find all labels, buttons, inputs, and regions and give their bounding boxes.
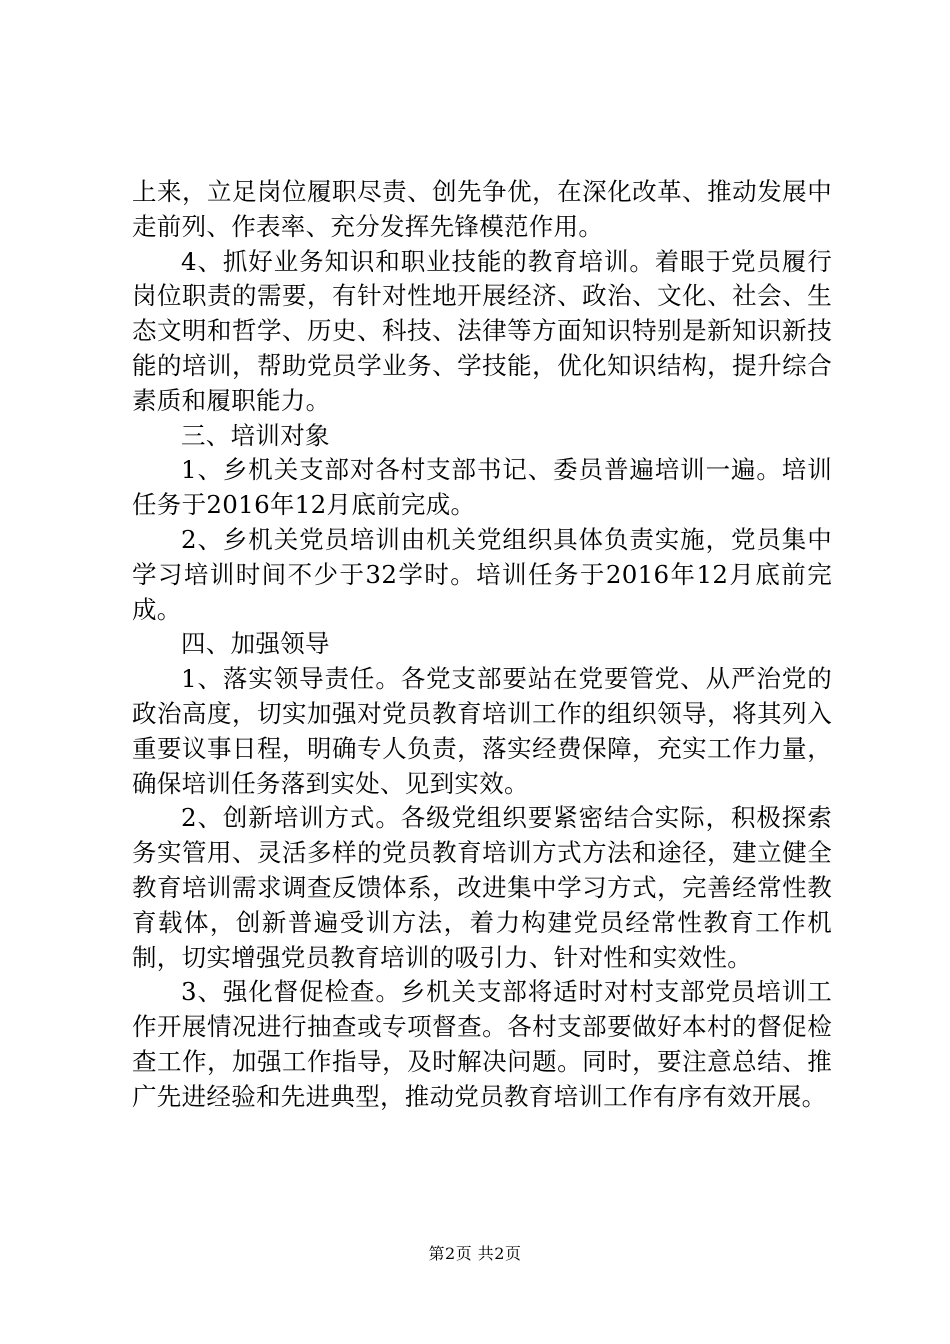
section-heading-training-targets: 三、培训对象 [181, 420, 330, 450]
paragraph-leadership-3: 3、强化督促检查。乡机关支部将适时对村支部党员培训工作开展情况进行抽查或专项督查。各村支部要做好本村的督促检查工作，加强工作指导，及时解决问题。同时，要注意总结、推广先进经验和先进典型，推动党员教育培训工作有序有效开展。 [132, 977, 832, 1111]
page-number-label: 第2页 共2页 [428, 1244, 522, 1263]
paragraph-item-4: 4、抓好业务知识和职业技能的教育培训。着眼于党员履行岗位职责的需要，有针对性地开展经济、政治、文化、社会、生态文明和哲学、历史、科技、法律等方面知识特别是新知识新技能的培训，帮助党员学业务、学技能，优化知识结构，提升综合素质和履职能力。 [132, 246, 832, 415]
paragraph-target-2: 2、乡机关党员培训由机关党组织具体负责实施，党员集中学习培训时间不少于32学时。培训任务于2016年12月底前完成。 [132, 524, 832, 624]
section-heading-leadership: 四、加强领导 [181, 629, 330, 659]
paragraph-target-1: 1、乡机关支部对各村支部书记、委员普遍培训一遍。培训任务于2016年12月底前完成。 [132, 455, 832, 520]
page-footer [0, 1244, 950, 1264]
paragraph-leadership-1: 1、落实领导责任。各党支部要站在党要管党、从严治党的政治高度，切实加强对党员教育培训工作的组织领导，将其列入重要议事日程，明确专人负责，落实经费保障，充实工作力量，确保培训任务落到实处、见到实效。 [132, 664, 832, 798]
paragraph-leadership-2: 2、创新培训方式。各级党组织要紧密结合实际，积极探索务实管用、灵活多样的党员教育培训方式方法和途径，建立健全教育培训需求调查反馈体系，改进集中学习方式，完善经常性教育载体，创新普遍受训方法，着力构建党员经常性教育工作机制，切实增强党员教育培训的吸引力、针对性和实效性。 [132, 803, 832, 972]
paragraph-continuation: 上来，立足岗位履职尽责、创先争优，在深化改革、推动发展中走前列、作表率、充分发挥先锋模范作用。 [132, 177, 832, 241]
document-body [132, 175, 832, 1115]
